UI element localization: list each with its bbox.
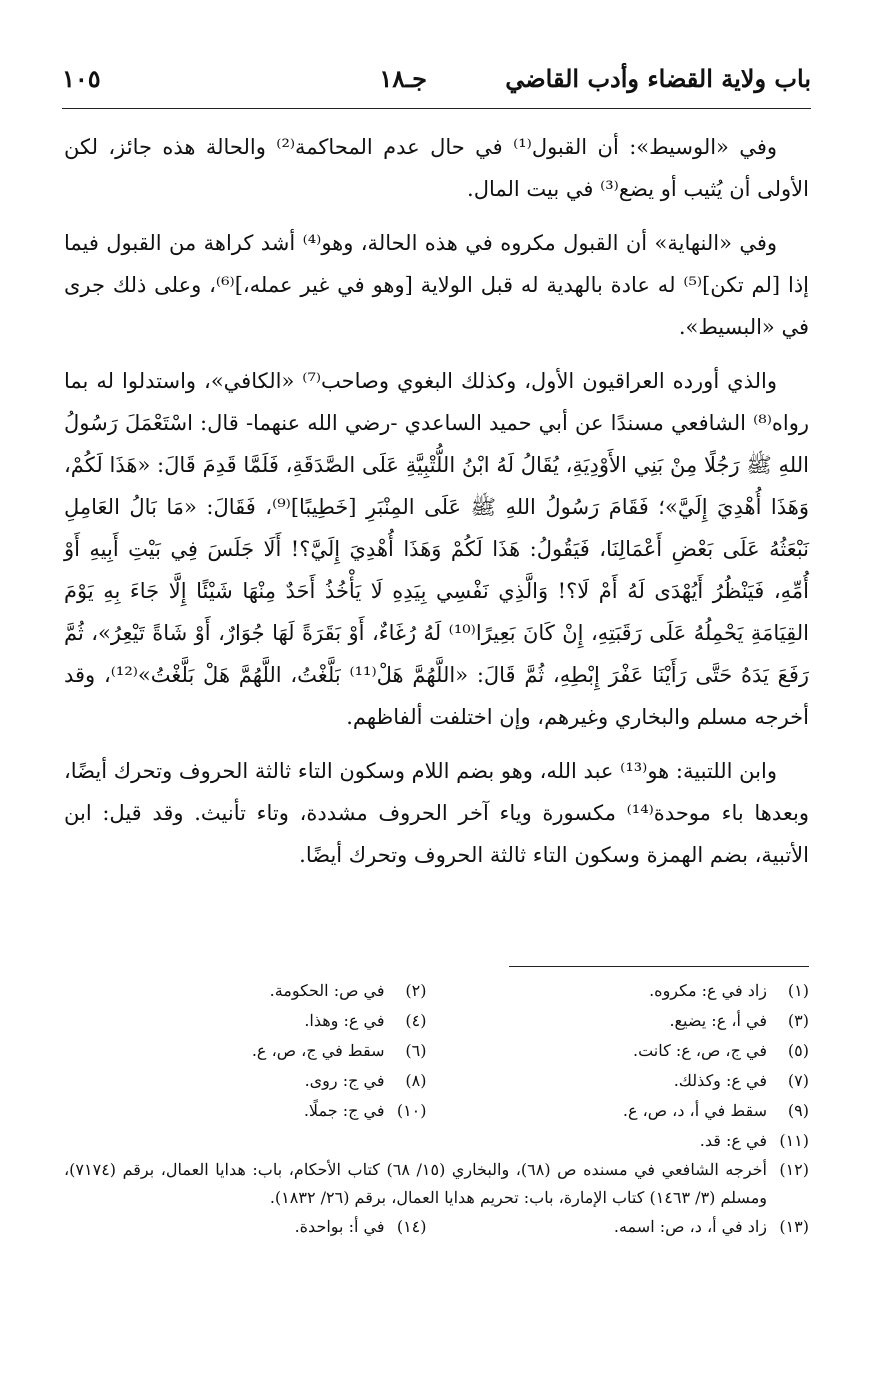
footnote-number: (١٣) <box>779 1217 809 1236</box>
footnote-number: (١٢) <box>779 1160 809 1179</box>
footnote-item <box>64 1066 427 1096</box>
footnote-item <box>64 1156 809 1212</box>
footnote-item <box>64 1036 427 1066</box>
footnote-number: (٢) <box>405 981 427 1000</box>
footnote-number: (١٤) <box>396 1217 427 1236</box>
footnotes <box>64 976 809 1242</box>
footnote-item <box>447 1006 810 1036</box>
footnote-grid <box>64 976 809 1126</box>
page-number: ١٠٥ <box>62 64 101 93</box>
footnote-number: (٦) <box>405 1041 427 1060</box>
footnote-item <box>64 1096 427 1126</box>
footnote-text: في ج: روى. <box>304 1071 385 1090</box>
footnote-item <box>447 1212 810 1242</box>
footnote-text: في ص: الحكومة. <box>269 981 385 1000</box>
footnote-item <box>64 1006 427 1036</box>
footnote-text: في ع: قد. <box>699 1131 767 1150</box>
footnote-text: سقط في ج، ص، ع. <box>251 1041 385 1060</box>
footnote-divider <box>509 966 809 967</box>
footnote-grid <box>64 1212 809 1242</box>
volume-number: جـ١٨ <box>379 64 427 93</box>
footnote-item <box>447 976 810 1006</box>
paragraph-wasit: وفي «الوسيط»: أن القبول⁽¹⁾ في حال عدم المحاكمة⁽²⁾ والحالة هذه جائز، لكن الأولى أن يُثيب أو يضع⁽³⁾ في بيت المال. <box>64 135 809 201</box>
footnote-text: زاد في ع: مكروه. <box>649 981 767 1000</box>
footnote-item <box>64 1212 427 1242</box>
footnote-number: (٥) <box>787 1041 809 1060</box>
header-divider <box>62 108 811 109</box>
footnote-text: في ع: وهذا. <box>304 1011 385 1030</box>
footnote-number: (٨) <box>405 1071 427 1090</box>
footnote-text: زاد في أ، د، ص: اسمه. <box>613 1217 767 1236</box>
paragraph-ibn-lutbiyya: وابن اللتبية: هو⁽¹³⁾ عبد الله، وهو بضم اللام وسكون التاء ثالثة الحروف وتحرك أيضًا، وبعدها باء موحدة⁽¹⁴⁾ مكسورة وياء آخر الحروف مشددة، وتاء تأنيث. وقد قيل: ابن الأتبية، بضم الهمزة وسكون التاء ثالثة الحروف وتحرك أيضًا. <box>64 759 809 867</box>
footnote-text: في أ: بواحدة. <box>294 1217 385 1236</box>
footnote-item <box>447 1096 810 1126</box>
running-header <box>62 60 811 104</box>
footnote-text: في ج: جملًا. <box>303 1101 385 1120</box>
footnote-number: (٧) <box>787 1071 809 1090</box>
footnote-number: (١١) <box>779 1131 809 1150</box>
footnote-text: في ج، ص، ع: كانت. <box>632 1041 767 1060</box>
main-text <box>64 126 809 888</box>
footnote-number: (٩) <box>787 1101 809 1120</box>
footnote-number: (١) <box>787 981 809 1000</box>
paragraph-nihaya: وفي «النهاية» أن القبول مكروه في هذه الحالة، وهو⁽⁴⁾ أشد كراهة من القبول فيما إذا [لم تكن]⁽⁵⁾ له عادة بالهدية له قبل الولاية [وهو في غير عمله،]⁽⁶⁾، وعلى ذلك جرى في «البسيط». <box>64 231 810 339</box>
footnote-item <box>64 976 427 1006</box>
footnote-item <box>64 1126 809 1156</box>
chapter-title: باب ولاية القضاء وأدب القاضي <box>505 64 811 93</box>
footnote-number: (٣) <box>787 1011 809 1030</box>
footnote-text: في ع: وكذلك. <box>673 1071 767 1090</box>
footnote-number: (١٠) <box>396 1101 427 1120</box>
footnote-text: سقط في أ، د، ص، ع. <box>622 1101 767 1120</box>
paragraph-hadith: والذي أورده العراقيون الأول، وكذلك البغوي وصاحب⁽⁷⁾ «الكافي»، واستدلوا له بما رواه⁽⁸⁾ الشافعي مسندًا عن أبي حميد الساعدي -رضي الله عنهما- قال: اسْتَعْمَلَ رَسُولُ اللهِ ﷺ رَجُلًا مِنْ بَنِي الأَوْدِيَةِ، يُقَالُ لَهُ ابْنُ اللُّتْبِيَّةِ عَلَى الصَّدَقَةِ، فَلَمَّا قَدِمَ قَالَ: «هَذَا لَكُمْ، وَهَذَا أُهْدِيَ إِلَيَّ»؛ فَقَامَ رَسُولُ اللهِ ﷺ عَلَى المِنْبَرِ [خَطِيبًا]⁽⁹⁾، فَقَالَ: «مَا بَالُ العَامِلِ نَبْعَثُهُ عَلَى بَعْضِ أَعْمَالِنَا، فَيَقُولُ: هَذَا لَكُمْ وَهَذَا أُهْدِيَ إِلَيَّ؟! أَلَا جَلَسَ فِي بَيْتِ أَبِيهِ أَوْ أُمِّهِ، فَيَنْظُرُ أَيُهْدَى لَهُ أَمْ لَا؟! وَالَّذِي نَفْسِي بِيَدِهِ لَا يَأْخُذُ أَحَدٌ مِنْهَا شَيْئًا إِلَّا جَاءَ بِهِ يَوْمَ القِيَامَةِ يَحْمِلُهُ عَلَى رَقَبَتِهِ، إِنْ كَانَ بَعِيرًا⁽¹⁰⁾ لَهُ رُغَاءٌ، أَوْ بَقَرَةً لَهَا جُوَارٌ، أَوْ شَاةً تَيْعِرُ»، ثُمَّ رَفَعَ يَدَهُ حَتَّى رَأَيْنَا عَفْرَ إِبْطِهِ، ثُمَّ قَالَ: «اللَّهُمَّ هَلْ⁽¹¹⁾ بَلَّغْتُ، اللَّهُمَّ هَلْ بَلَّغْتُ»⁽¹²⁾، وقد أخرجه مسلم والبخاري وغيرهم، وإن اختلفت ألفاظهم. <box>64 369 809 729</box>
footnote-item <box>447 1036 810 1066</box>
footnote-item <box>447 1066 810 1096</box>
footnote-number: (٤) <box>405 1011 427 1030</box>
footnote-text: أخرجه الشافعي في مسنده ص (٦٨)، والبخاري (١٥/ ٦٨) كتاب الأحكام، باب: هدايا العمال، برقم (٧١٧٤)، ومسلم (٣/ ١٤٦٣) كتاب الإمارة، باب: تحريم هدايا العمال، برقم (٢٦/ ١٨٣٢). <box>64 1160 767 1207</box>
footnote-text: في أ، ع: يضيع. <box>669 1011 767 1030</box>
